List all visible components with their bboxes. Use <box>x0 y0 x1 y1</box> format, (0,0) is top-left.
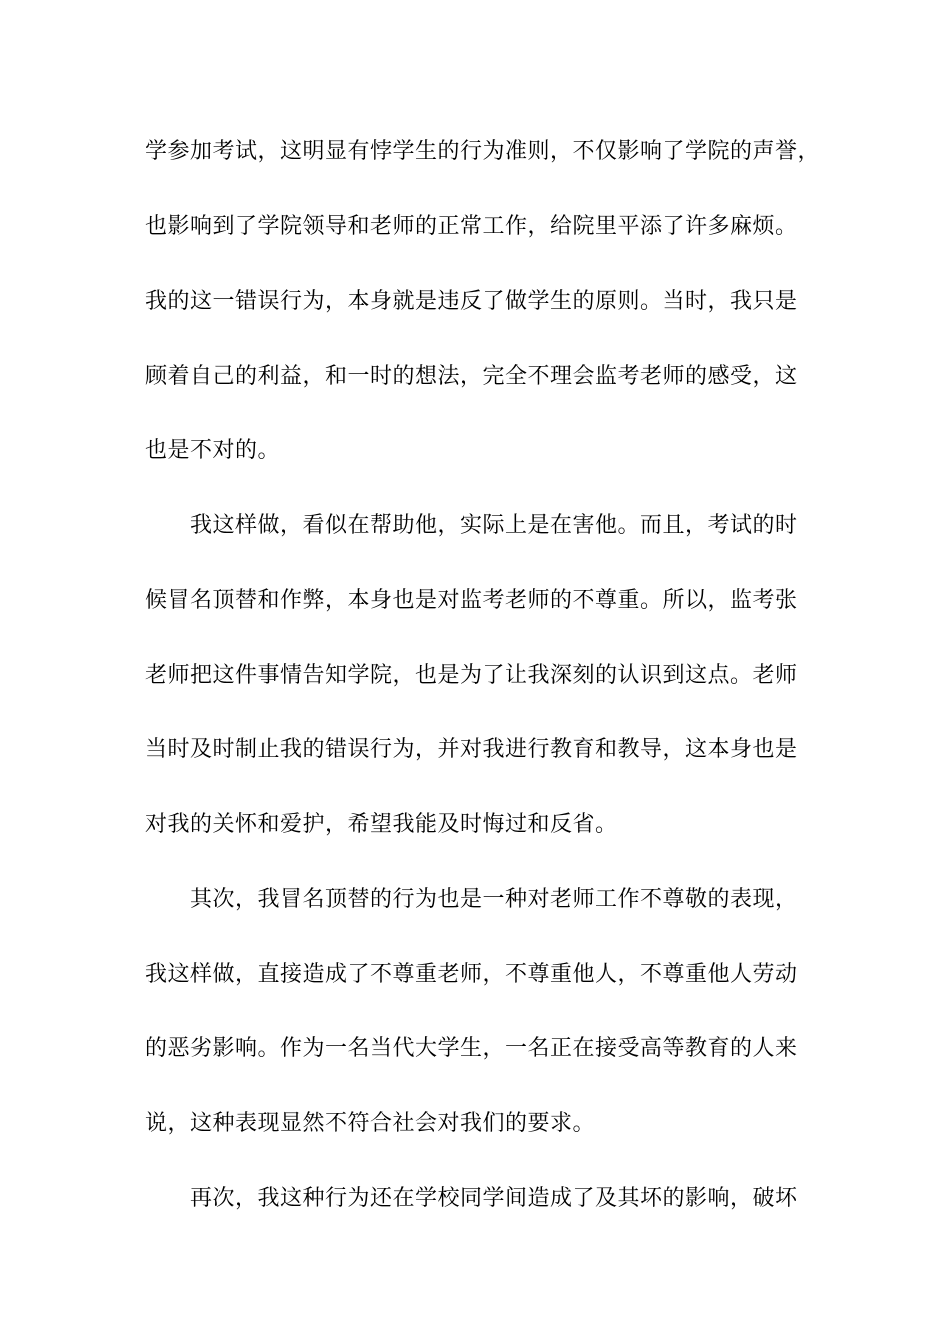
text-line-15: 再次，我这种行为还在学校同学间造成了及其坏的影响，破坏 <box>190 1186 798 1211</box>
text-line-4: 顾着自己的利益，和一时的想法，完全不理会监考老师的感受，这 <box>145 364 798 389</box>
text-line-14: 说，这种表现显然不符合社会对我们的要求。 <box>145 1111 596 1136</box>
text-line-3: 我的这一错误行为，本身就是违反了做学生的原则。当时，我只是 <box>145 289 798 314</box>
text-line-10: 对我的关怀和爱护，希望我能及时悔过和反省。 <box>145 812 618 837</box>
text-line-8: 老师把这件事情告知学院，也是为了让我深刻的认识到这点。老师 <box>145 663 798 688</box>
text-line-2: 也影响到了学院领导和老师的正常工作，给院里平添了许多麻烦。 <box>145 214 798 239</box>
text-line-11: 其次，我冒名顶替的行为也是一种对老师工作不尊敬的表现， <box>190 887 798 912</box>
text-line-6: 我这样做，看似在帮助他，实际上是在害他。而且，考试的时 <box>190 513 798 538</box>
text-line-12: 我这样做，直接造成了不尊重老师，不尊重他人，不尊重他人劳动 <box>145 962 798 987</box>
text-line-9: 当时及时制止我的错误行为，并对我进行教育和教导，这本身也是 <box>145 737 798 762</box>
text-line-7: 候冒名顶替和作弊，本身也是对监考老师的不尊重。所以，监考张 <box>145 588 798 613</box>
text-line-13: 的恶劣影响。作为一名当代大学生，一名正在接受高等教育的人来 <box>145 1036 798 1061</box>
text-line-1: 学参加考试，这明显有悖学生的行为准则，不仅影响了学院的声誉， <box>145 139 821 164</box>
text-line-5: 也是不对的。 <box>145 438 281 463</box>
